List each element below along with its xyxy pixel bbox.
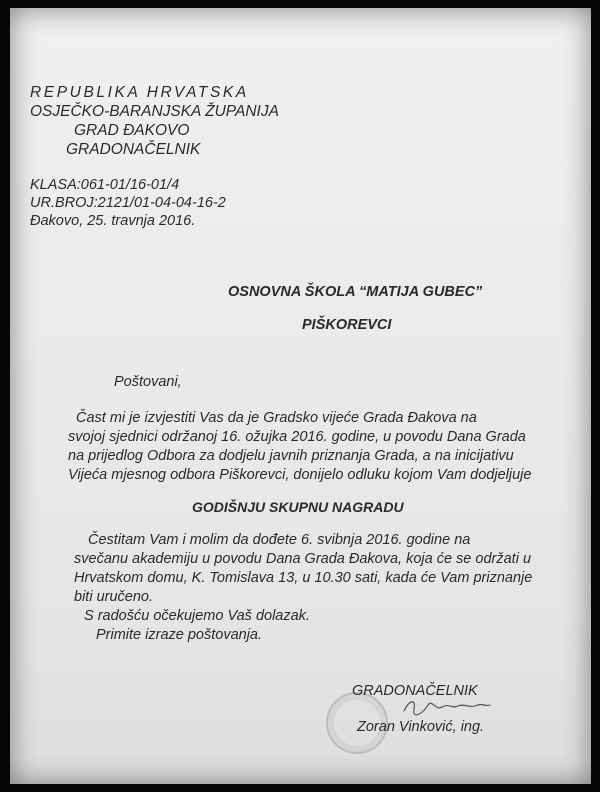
- paragraph-line: Vijeća mjesnog odbora Piškorevci, donijelo odluku kojom Vam dodjeljuje: [68, 467, 532, 483]
- paragraph-line: Hrvatskom domu, K. Tomislava 13, u 10.30 sati, kada će Vam priznanje: [74, 570, 533, 586]
- paragraph-line: svečanu akademiju u povodu Dana Grada Đakova, koja će se održati u: [74, 551, 532, 567]
- paragraph-line: na prijedlog Odbora za dodjelu javnih priznanja Grada, a na inicijativu: [68, 448, 514, 464]
- header-republic: REPUBLIKA HRVATSKA: [30, 84, 249, 101]
- recipient-name: OSNOVNA ŠKOLA “MATIJA GUBEC”: [228, 284, 483, 300]
- header-city: GRAD ĐAKOVO: [74, 122, 190, 139]
- reference-klasa: KLASA:061-01/16-01/4: [30, 177, 180, 193]
- paragraph-line: biti uručeno.: [74, 589, 153, 605]
- handwritten-signature-icon: [400, 697, 492, 717]
- letter-content: [10, 8, 591, 784]
- greeting: Poštovani,: [114, 374, 182, 390]
- closing-line: Primite izraze poštovanja.: [96, 627, 263, 643]
- reference-urbroj: UR.BROJ:2121/01-04-04-16-2: [30, 195, 226, 211]
- closing-line: S radošću očekujemo Vaš dolazak.: [84, 608, 310, 624]
- award-title: GODIŠNJU SKUPNU NAGRADU: [192, 499, 404, 515]
- paragraph-line: Čestitam Vam i molim da dođete 6. svibnja 2016. godine na: [88, 532, 471, 548]
- header-office: GRADONAČELNIK: [66, 141, 201, 158]
- recipient-place: PIŠKOREVCI: [302, 317, 392, 333]
- paragraph-line: svojoj sjednici održanoj 16. ožujka 2016. godine, u povodu Dana Grada: [68, 429, 526, 445]
- letter-page: [10, 8, 591, 784]
- header-county: OSJEČKO-BARANJSKA ŽUPANIJA: [30, 103, 279, 120]
- paragraph-line: Čast mi je izvjestiti Vas da je Gradsko vijeće Grada Đakova na: [76, 410, 477, 426]
- signature-title: GRADONAČELNIK: [352, 683, 478, 699]
- letter-date: Đakovo, 25. travnja 2016.: [30, 213, 196, 229]
- signatory-name: Zoran Vinković, ing.: [357, 719, 485, 735]
